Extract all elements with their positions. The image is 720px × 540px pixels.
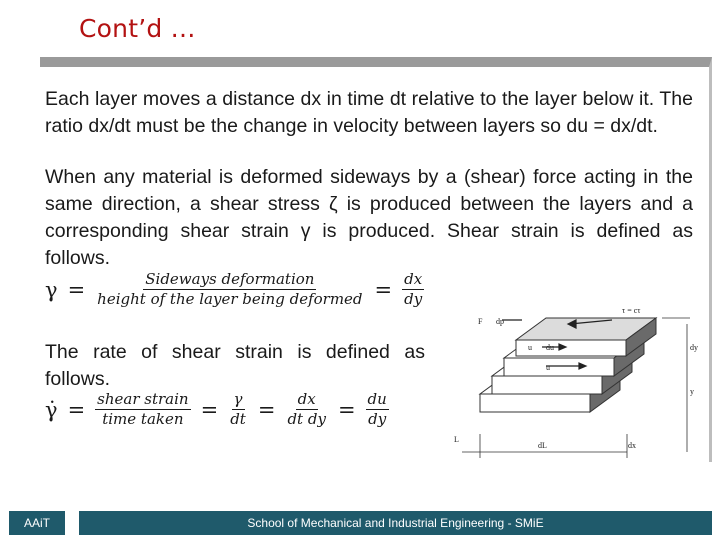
- diagram-u-label: u: [528, 343, 532, 352]
- diagram-tau-label: τ = cτ: [622, 306, 641, 315]
- shear-strain-equation: [45, 270, 424, 309]
- fraction-numerator: dx: [297, 390, 316, 408]
- equals-sign: =: [67, 397, 86, 422]
- shear-layers-diagram: [454, 294, 716, 462]
- equals-sign: =: [67, 277, 86, 302]
- fraction-denominator: time taken: [102, 410, 184, 428]
- diagram-L-label: L: [454, 435, 459, 444]
- diagram-u2-label: u: [546, 363, 550, 372]
- diagram-y-label: y: [690, 387, 694, 396]
- diagram-dx-label: dx: [628, 441, 636, 450]
- footer-bar: [0, 510, 720, 536]
- fraction-denominator: dt dy: [287, 410, 326, 428]
- paragraph-shear-stress: When any material is deformed sideways by a (shear) force acting in the same direction, a shear stress ζ is produced between the layers and a corresponding shear strain γ is produced. Shear strain is defined as follows.: [45, 166, 693, 269]
- du-dy-fraction: [366, 390, 389, 429]
- diagram-dL-label: dL: [538, 441, 547, 450]
- diagram-force-label: F: [478, 317, 483, 326]
- fraction-denominator: dt: [230, 410, 246, 428]
- shear-strain-rate-equation: [45, 390, 389, 429]
- gamma-dot-symbol: γ̇: [45, 397, 58, 422]
- equals-sign: =: [257, 397, 276, 422]
- fraction-numerator: Sideways deformation: [145, 270, 315, 288]
- diagram-dp-label: dp: [496, 317, 504, 326]
- gamma-symbol: γ: [45, 277, 58, 302]
- gamma-dt-fraction: [228, 390, 248, 429]
- fraction-numerator: dx: [404, 270, 423, 288]
- deformation-fraction: [95, 270, 364, 309]
- fraction-numerator: du: [367, 390, 387, 408]
- paragraph-rate-of-strain: The rate of shear strain is defined as follows.: [45, 341, 425, 390]
- dx-dy-fraction: [402, 270, 424, 309]
- dx-dtdy-fraction: [285, 390, 327, 429]
- equals-sign: =: [337, 397, 356, 422]
- equals-sign: =: [374, 277, 393, 302]
- diagram-dy-label: dy: [690, 343, 698, 352]
- paragraph-layer-motion: Each layer moves a distance dx in time dt relative to the layer below it. The ratio dx/dt must be the change in velocity between layers so du = dx/dt.: [45, 88, 693, 137]
- fraction-numerator: γ: [233, 390, 243, 408]
- fraction-denominator: dy: [368, 410, 387, 428]
- fraction-denominator: dy: [404, 290, 423, 308]
- footer-school-name: School of Mechanical and Industrial Engineering - SMiE: [79, 511, 712, 535]
- equals-sign: =: [200, 397, 219, 422]
- diagram-du-label: du: [546, 343, 554, 352]
- strain-over-time-fraction: [95, 390, 190, 429]
- fraction-numerator: shear strain: [97, 390, 189, 408]
- footer-institution: AAiT: [9, 511, 65, 535]
- fraction-denominator: height of the layer being deformed: [97, 290, 363, 308]
- slide-title: Cont’d …: [79, 14, 196, 43]
